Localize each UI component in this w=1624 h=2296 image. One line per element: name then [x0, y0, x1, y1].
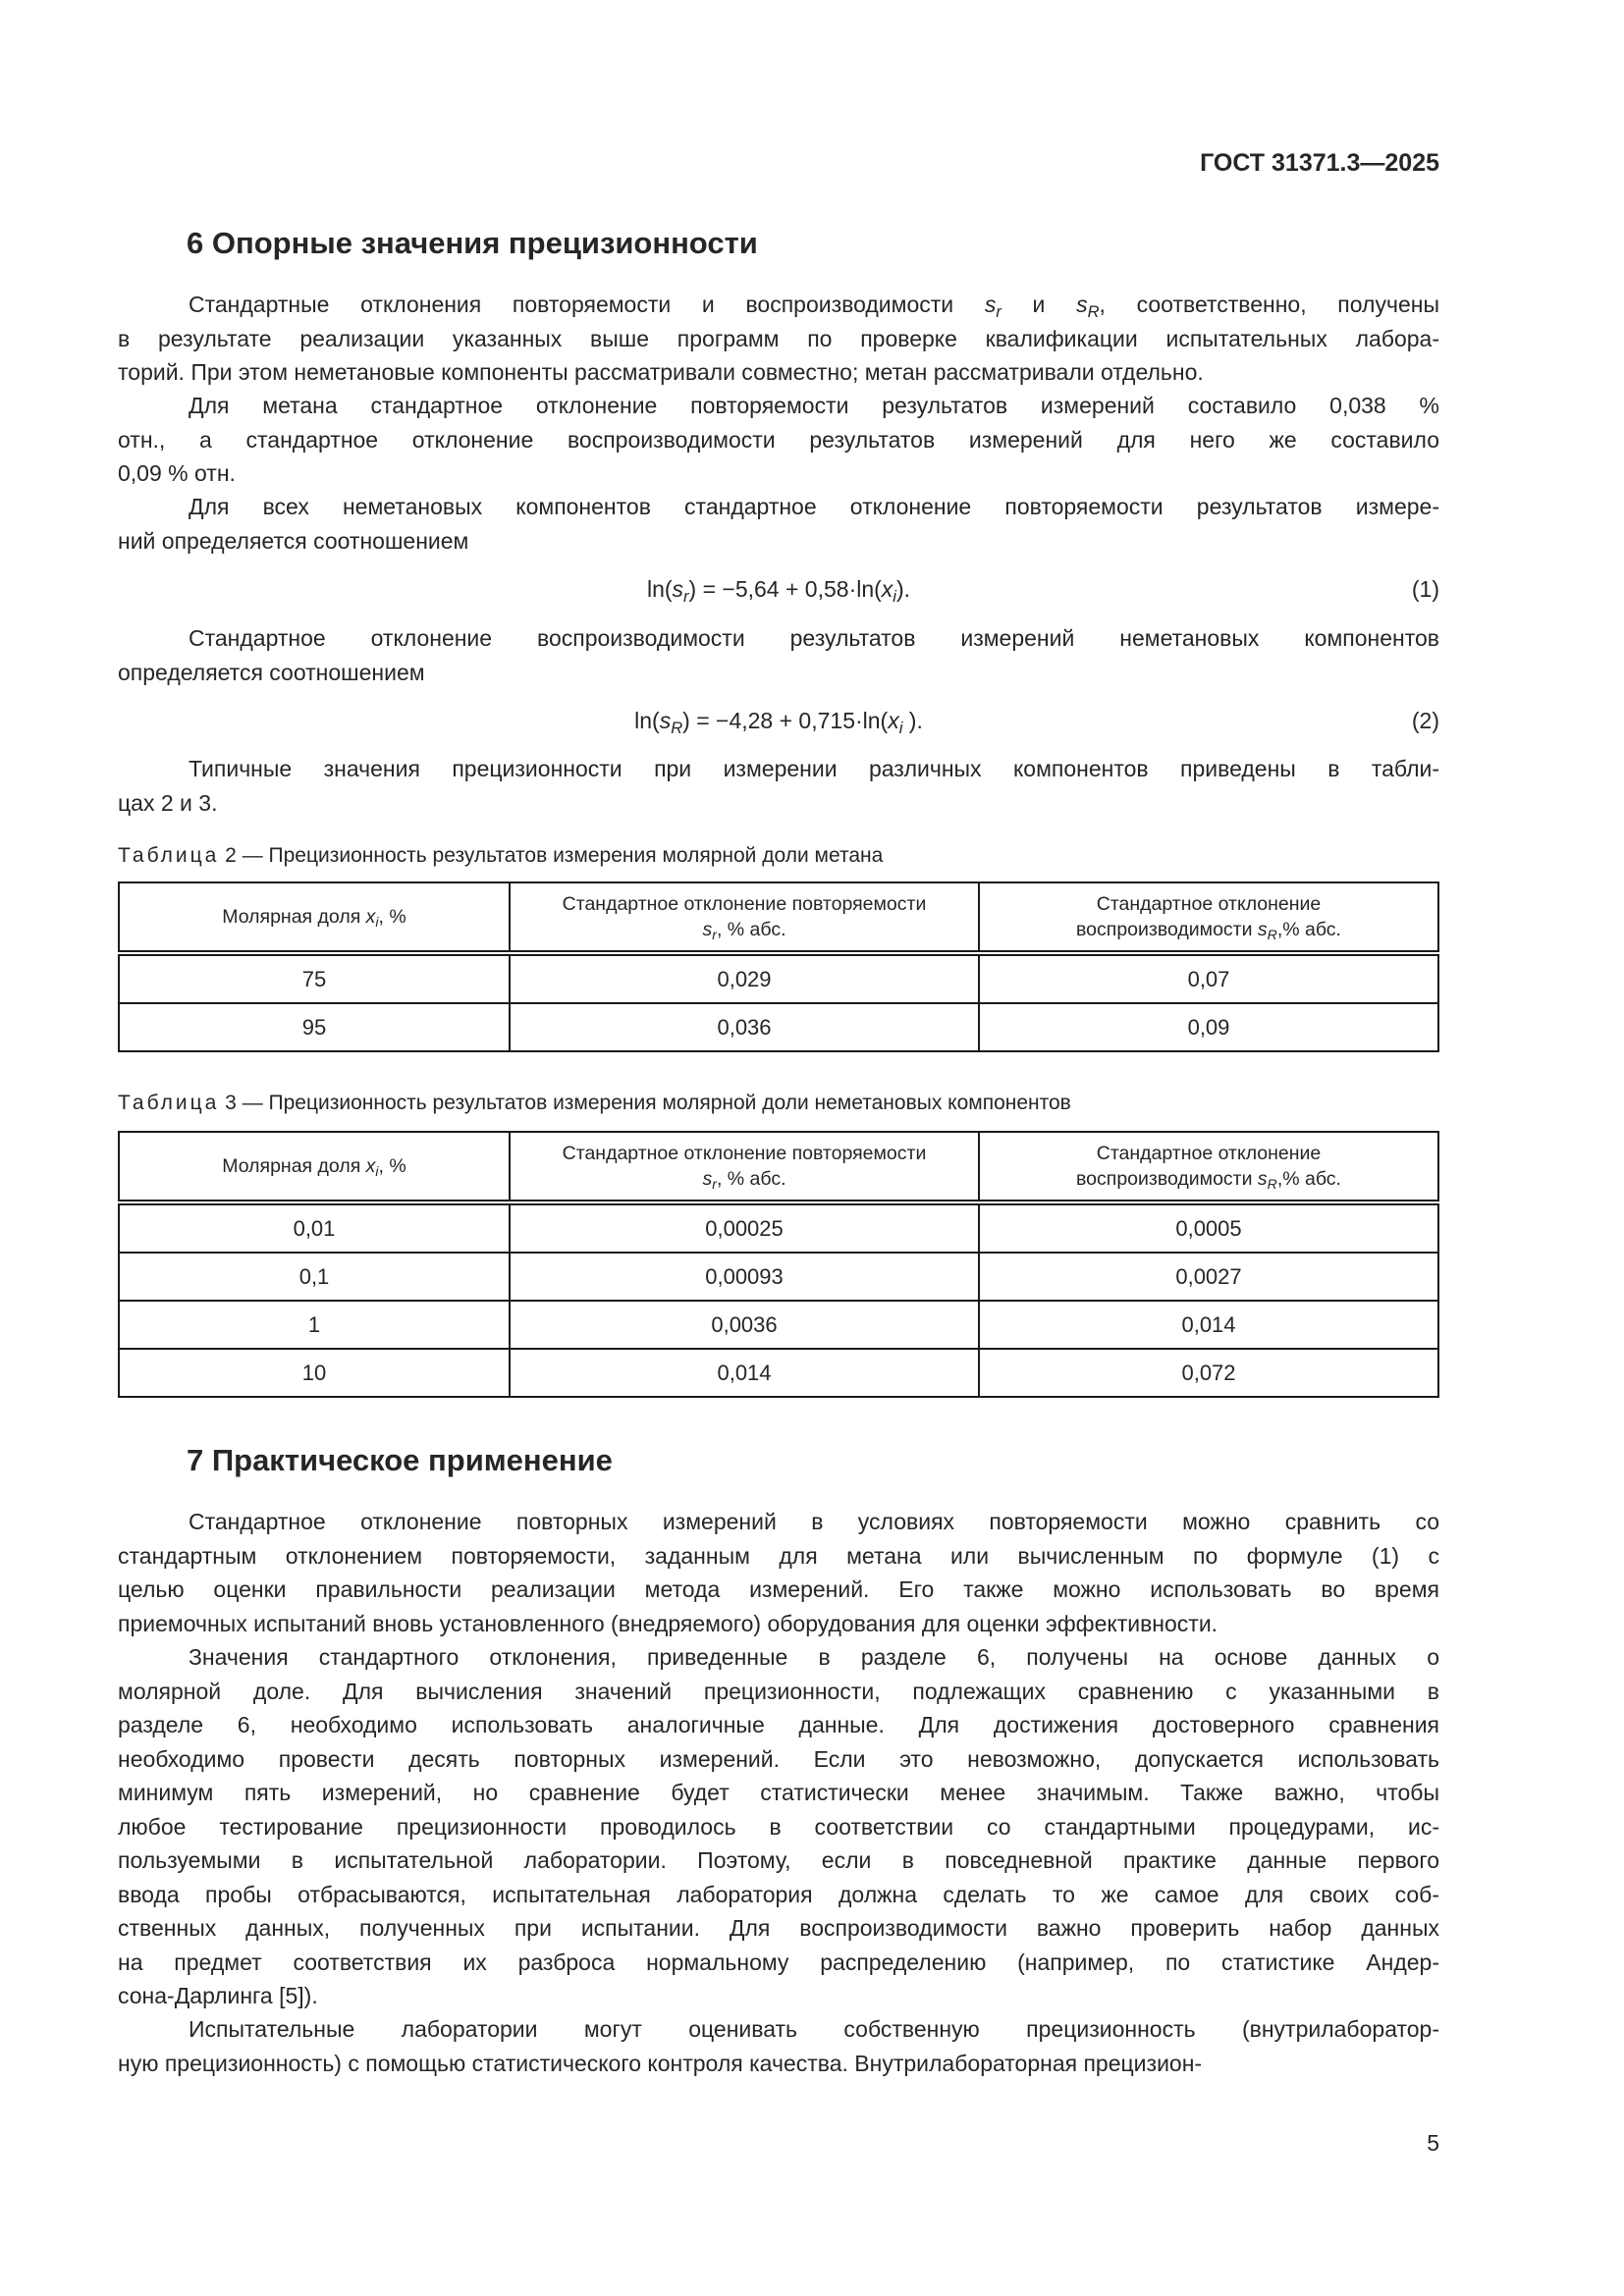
- table-row: [119, 1349, 1438, 1397]
- table-cell: 95: [119, 1003, 510, 1051]
- math-symbol: [1257, 1168, 1277, 1193]
- table-cell: 0,07: [979, 953, 1438, 1003]
- paragraph: [118, 1640, 1439, 2013]
- table-cell: 0,0036: [510, 1301, 979, 1349]
- symbol: s: [672, 576, 684, 602]
- text-run: ввода пробы отбрасываются, испытательная лаборатория должна сделать то же самое для своих соб-: [118, 1881, 1439, 1907]
- table-2: [118, 881, 1439, 1052]
- paragraph: [118, 490, 1439, 558]
- table-cell: 1: [119, 1301, 510, 1349]
- text-line: [118, 389, 1439, 423]
- table-cell: 0,036: [510, 1003, 979, 1051]
- paragraph: [118, 752, 1439, 820]
- column-header: [119, 882, 510, 953]
- text-line: [118, 1708, 1439, 1742]
- text-run: Стандартное отклонение повторяемости: [562, 893, 927, 915]
- subscript: i: [893, 586, 896, 606]
- subscript: r: [996, 301, 1001, 321]
- text-run: , соответственно, получены: [1099, 292, 1439, 317]
- text-line: [118, 1878, 1439, 1912]
- text-line: [118, 2012, 1439, 2047]
- text-line: [118, 322, 1439, 356]
- formula-2: [118, 704, 1439, 737]
- text-run: Стандартное отклонение воспроизводимости результатов измерений неметановых компонентов: [189, 625, 1439, 651]
- table-cell: 75: [119, 953, 510, 1003]
- table-header: [119, 882, 1438, 953]
- text-line: [118, 1810, 1439, 1844]
- text-line: [118, 786, 1439, 821]
- math-symbol: [881, 576, 896, 606]
- text-line: [118, 1539, 1439, 1574]
- text-line: [118, 1742, 1439, 1777]
- paragraph: [118, 2012, 1439, 2080]
- column-header: [510, 882, 979, 953]
- text-run: целью оценки правильности реализации метода измерений. Его также можно использовать во время: [118, 1576, 1439, 1602]
- text-run: Для всех неметановых компонентов стандартное отклонение повторяемости результатов измере-: [189, 494, 1439, 519]
- text-run: Молярная доля: [222, 906, 366, 928]
- subscript: i: [375, 1163, 379, 1180]
- text-run: Для метана стандартное отклонение повторяемости результатов измерений составило 0,038 %: [189, 393, 1439, 418]
- table-cell: 10: [119, 1349, 510, 1397]
- caption-text: 3 — Прецизионность результатов измерения молярной доли неметановых компонентов: [219, 1092, 1071, 1114]
- table-row: [119, 953, 1438, 1003]
- math-symbol: [702, 919, 717, 943]
- paragraph: [118, 621, 1439, 689]
- subscript: i: [375, 914, 379, 931]
- text-line: [118, 1640, 1439, 1675]
- text-run: ) = −4,28 + 0,715·ln(: [682, 708, 889, 733]
- text-run: пользуемыми в испытательной лаборатории. Поэтому, если в повседневной практике данные первого: [118, 1847, 1439, 1873]
- text-run: ственных данных, полученных при испытании. Для воспроизводимости важно проверить набор данных: [118, 1915, 1439, 1941]
- table-row: [119, 1301, 1438, 1349]
- symbol: s: [702, 919, 713, 940]
- subscript: R: [1267, 1176, 1277, 1193]
- text-run: Испытательные лаборатории могут оценивать собственную прецизионность (внутрилаборатор-: [189, 2016, 1439, 2042]
- text-run: ln(: [646, 576, 673, 602]
- text-line: [118, 1843, 1439, 1878]
- math-symbol: [659, 708, 683, 737]
- formula-number: (1): [1411, 576, 1439, 602]
- text-run: ную прецизионность) с помощью статистического контроля качества. Внутрилабораторная прецизион-: [118, 2050, 1203, 2076]
- header-row: [119, 882, 1438, 953]
- math-symbol: [1076, 292, 1100, 321]
- table-cell: 0,01: [119, 1202, 510, 1253]
- symbol: s: [659, 708, 672, 733]
- text-run: и: [1001, 292, 1077, 317]
- text-line: [118, 656, 1439, 690]
- text-run: воспроизводимости: [1076, 1168, 1258, 1190]
- table-row: [119, 1253, 1438, 1301]
- subscript: r: [712, 1176, 717, 1193]
- formula-number: (2): [1411, 708, 1439, 733]
- text-line: [118, 752, 1439, 786]
- symbol: s: [1257, 1168, 1268, 1190]
- math-symbol: [672, 576, 689, 606]
- text-run: Стандартные отклонения повторяемости и воспроизводимости: [189, 292, 985, 317]
- text-run: ний определяется соотношением: [118, 527, 469, 554]
- subscript: R: [671, 718, 683, 737]
- paragraph: [118, 1505, 1439, 1640]
- text-run: Стандартное отклонение повторных измерений в условиях повторяемости можно сравнить со: [189, 1509, 1439, 1534]
- math-symbol: [365, 906, 379, 931]
- text-run: ).: [895, 576, 911, 602]
- text-run: в результате реализации указанных выше программ по проверке квалификации испытательных лабора-: [118, 325, 1439, 351]
- text-run: необходимо провести десять повторных измерений. Если это невозможно, допускается использовать: [118, 1745, 1439, 1772]
- text-run: минимум пять измерений, но сравнение будет статистически менее значимым. Также важно, чтобы: [118, 1780, 1439, 1805]
- text-line: [118, 1675, 1439, 1709]
- table-3-caption: [118, 1092, 1071, 1115]
- formula-expression: [118, 572, 1439, 606]
- document-id: ГОСТ 31371.3—2025: [1200, 149, 1439, 177]
- text-run: , %: [378, 906, 406, 928]
- table-cell: 0,014: [510, 1349, 979, 1397]
- text-line: [118, 423, 1439, 457]
- symbol: s: [1076, 292, 1088, 317]
- table-cell: 0,00025: [510, 1202, 979, 1253]
- column-header: [119, 1132, 510, 1202]
- table-2-caption: [118, 844, 883, 868]
- text-run: Стандартное отклонение повторяемости: [562, 1143, 927, 1164]
- formula-1: [118, 572, 1439, 606]
- symbol: s: [1257, 919, 1268, 940]
- math-symbol: [1257, 919, 1277, 943]
- math-symbol: [702, 1168, 717, 1193]
- text-run: на предмет соответствия их разброса нормальному распределению (например, по статистике Андер-: [118, 1949, 1439, 1975]
- text-run: воспроизводимости: [1076, 919, 1258, 940]
- text-line: [118, 355, 1439, 390]
- table-cell: 0,072: [979, 1349, 1438, 1397]
- text-line: [118, 1776, 1439, 1810]
- text-line: [118, 1911, 1439, 1946]
- text-run: Типичные значения прецизионности при измерении различных компонентов приведены в табли-: [189, 756, 1439, 781]
- paragraph: [118, 288, 1439, 390]
- table-3: [118, 1131, 1439, 1398]
- math-symbol: [365, 1155, 379, 1180]
- symbol: x: [365, 906, 376, 928]
- text-run: Стандартное отклонение: [1096, 1143, 1322, 1164]
- text-run: ln(: [634, 708, 660, 733]
- text-line: [118, 2047, 1439, 2081]
- text-run: приемочных испытаний вновь установленного (внедряемого) оборудования для оценки эффективности.: [118, 1610, 1218, 1636]
- text-run: ) = −5,64 + 0,58·ln(: [688, 576, 882, 602]
- text-line: [118, 1573, 1439, 1607]
- table-cell: 0,00093: [510, 1253, 979, 1301]
- text-run: 0,09 % отн.: [118, 460, 236, 486]
- symbol: x: [881, 576, 893, 602]
- subscript: r: [712, 927, 717, 943]
- subscript: R: [1087, 301, 1100, 321]
- subscript: i: [898, 718, 903, 737]
- text-run: ).: [902, 708, 923, 733]
- text-run: , %: [378, 1155, 406, 1177]
- math-symbol: [984, 292, 1001, 321]
- column-header: [979, 882, 1438, 953]
- symbol: x: [888, 708, 899, 733]
- subscript: r: [683, 586, 689, 606]
- text-run: ,% абс.: [1276, 919, 1341, 940]
- symbol: s: [702, 1168, 713, 1190]
- column-header: [510, 1132, 979, 1202]
- text-run: разделе 6, необходимо использовать аналогичные данные. Для достижения достоверного сравнения: [118, 1712, 1439, 1737]
- page-number: 5: [1427, 2130, 1439, 2156]
- section-6-heading: 6 Опорные значения прецизионности: [187, 226, 758, 260]
- paragraph: [118, 389, 1439, 491]
- math-symbol: [888, 708, 903, 737]
- table-cell: 0,09: [979, 1003, 1438, 1051]
- text-run: определяется соотношением: [118, 659, 425, 685]
- text-run: ,% абс.: [1276, 1168, 1341, 1190]
- text-run: Значения стандартного отклонения, приведенные в разделе 6, получены на основе данных о: [189, 1644, 1439, 1670]
- table-row: [119, 1202, 1438, 1253]
- table-cell: 0,029: [510, 953, 979, 1003]
- header-row: [119, 1132, 1438, 1202]
- formula-expression: [118, 704, 1439, 737]
- text-run: торий. При этом неметановые компоненты рассматривали совместно; метан рассматривали отдельно.: [118, 359, 1204, 385]
- symbol: s: [984, 292, 997, 317]
- table-body: [119, 953, 1438, 1051]
- column-header: [979, 1132, 1438, 1202]
- table-body: [119, 1202, 1438, 1397]
- text-line: [118, 490, 1439, 524]
- text-line: [118, 621, 1439, 656]
- table-cell: 0,0005: [979, 1202, 1438, 1253]
- table-cell: 0,014: [979, 1301, 1438, 1349]
- table-cell: 0,0027: [979, 1253, 1438, 1301]
- caption-text: 2 — Прецизионность результатов измерения молярной доли метана: [219, 844, 884, 867]
- table-cell: 0,1: [119, 1253, 510, 1301]
- table-header: [119, 1132, 1438, 1202]
- text-line: [118, 524, 1439, 559]
- text-run: молярной доле. Для вычисления значений прецизионности, подлежащих сравнению с указанными в: [118, 1678, 1439, 1704]
- text-line: [118, 1946, 1439, 1980]
- symbol: x: [365, 1155, 376, 1177]
- text-line: [118, 1505, 1439, 1539]
- text-line: [118, 1607, 1439, 1641]
- text-run: любое тестирование прецизионности проводилось в соответствии со стандартными процедурами, ис-: [118, 1813, 1439, 1840]
- text-run: стандартным отклонением повторяемости, заданным для метана или вычисленным по формуле (1) с: [118, 1542, 1439, 1569]
- text-run: Молярная доля: [222, 1155, 366, 1177]
- table-label: Таблица: [118, 1092, 220, 1114]
- text-line: [118, 288, 1439, 322]
- text-run: цах 2 и 3.: [118, 789, 218, 816]
- text-run: , % абс.: [716, 1168, 786, 1190]
- table-label: Таблица: [118, 844, 220, 867]
- text-run: Стандартное отклонение: [1096, 893, 1322, 915]
- text-run: отн., а стандартное отклонение воспроизводимости результатов измерений для него же составило: [118, 426, 1439, 453]
- subscript: R: [1267, 927, 1277, 943]
- text-line: [118, 456, 1439, 491]
- text-run: сона-Дарлинга [5]).: [118, 1983, 318, 2008]
- section-7-heading: 7 Практическое применение: [187, 1443, 613, 1477]
- text-line: [118, 1979, 1439, 2013]
- text-run: , % абс.: [716, 919, 786, 940]
- table-row: [119, 1003, 1438, 1051]
